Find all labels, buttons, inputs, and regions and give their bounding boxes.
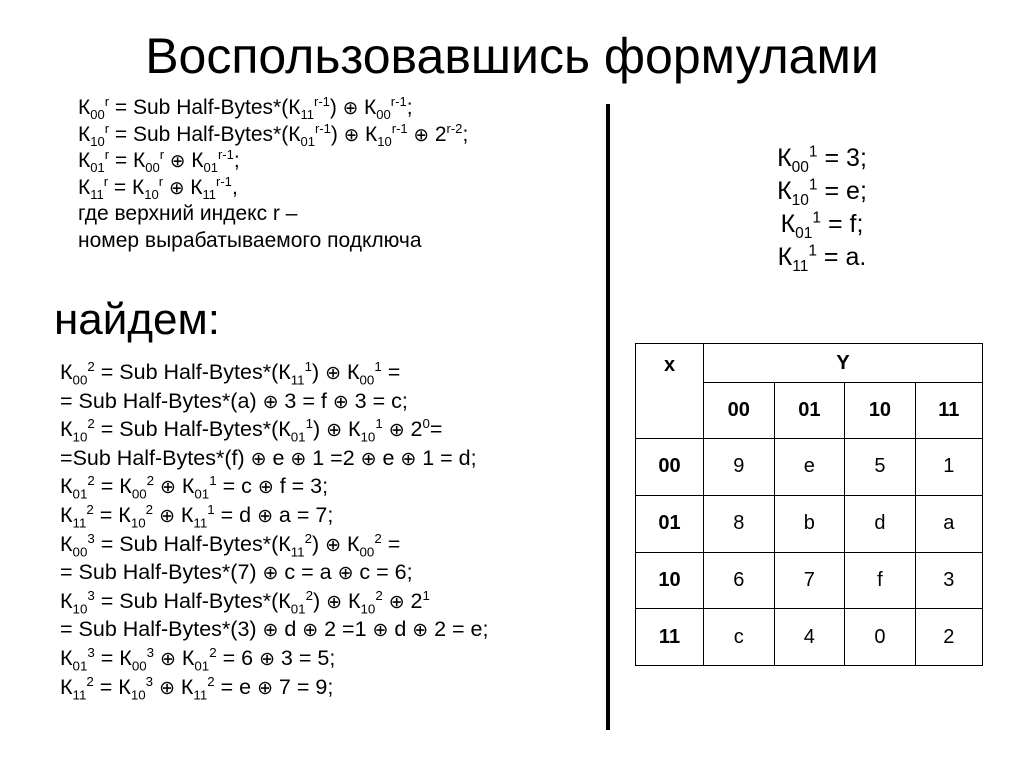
formula-k00: $К_{00}^r$ = Sub Half-$Bytes*(К_{11}^{r-1})$ ⊕ $К_{00}^{r-1}$; [78,94,413,123]
table-cell: 7 [774,552,845,609]
key-schedule-formulas [78,95,468,254]
initial-k11: $К_{11}^1 = a$. [777,242,867,275]
vertical-divider [606,104,610,730]
initial-key-values [712,142,932,274]
table-cell: c [704,609,775,666]
sbox-table [635,343,983,666]
table-cell: 1 [915,439,982,496]
table-cell: 0 [845,609,916,666]
table-cell: e [774,439,845,496]
column-header: 01 [774,383,845,439]
table-row [636,439,983,496]
calc-line-5: $К_{01}^2 = К_{00}^2$ ⊕ $К_{01}^1 = c$ ⊕ f = 3; [60,473,329,502]
formula-note-line2: номер вырабатываемого подключа [78,228,422,252]
row-header: 01 [636,495,704,552]
row-header: 10 [636,552,704,609]
table-cell: 8 [704,495,775,552]
calc-line-1: $К_{00}^2$ = Sub Half-$Bytes*(К_{11}^1)$ ⊕ $К_{00}^1$ = [60,358,401,388]
y-header: Y [704,344,983,383]
table-row [636,552,983,609]
table-cell: 5 [845,439,916,496]
table-row [636,609,983,666]
table-cell: 3 [915,552,982,609]
initial-k10: $К_{10}^1 = e$; [777,176,867,209]
table-cell: d [845,495,916,552]
column-header: 10 [845,383,916,439]
table-cell: 2 [915,609,982,666]
row-header: 00 [636,439,704,496]
table-header-row [636,344,983,383]
calc-line-8: = Sub Half-Bytes*(7) ⊕ c = a ⊕ c = 6; [60,560,413,585]
calc-line-10: = Sub Half-Bytes*(3) ⊕ d ⊕ 2 =1 ⊕ d ⊕ 2 = e; [60,617,489,642]
calc-line-11: $К_{01}^3 = К_{00}^3$ ⊕ $К_{01}^2 = 6$ ⊕ 3 = 5; [60,644,336,674]
table-cell: 4 [774,609,845,666]
calc-line-9: $К_{10}^3$ = Sub Half-$Bytes*(К_{01}^2)$ ⊕ $К_{10}^2$ ⊕ $2^1$ [60,587,430,617]
table-row [636,495,983,552]
calc-line-12: $К_{11}^2 = К_{10}^3$ ⊕ $К_{11}^2 = e$ ⊕ 7 = 9; [60,673,334,702]
table-cell: a [915,495,982,552]
calc-line-4: =Sub Half-Bytes*(f) ⊕ e ⊕ 1 =2 ⊕ e ⊕ 1 = d; [60,445,477,470]
computation-steps [60,359,489,702]
column-header: 00 [704,383,775,439]
calc-line-6: $К_{11}^2 = К_{10}^2$ ⊕ $К_{11}^1 = d$ ⊕ a = 7; [60,501,334,531]
initial-k00: $К_{00}^1 = 3$; [777,143,867,176]
formula-k11: $К_{11}^r = К_{10}^r$ ⊕ $К_{11}^{r-1}$, [78,173,238,202]
table-cell: b [774,495,845,552]
formula-k10: $К_{10}^r$ = Sub Half-$Bytes*(К_{01}^{r-1})$ ⊕ $К_{10}^{r-1}$ ⊕ 2$^{r-2}$; [78,120,469,149]
calc-line-3: $К_{10}^2$ = Sub Half-$Bytes*(К_{01}^1)$ ⊕ $К_{10}^1$ ⊕ $2^0=$ [60,416,443,445]
column-header: 11 [915,383,982,439]
formula-k01: $К_{01}^r = К_{00}^r$ ⊕ $К_{01}^{r-1}$; [78,147,240,176]
initial-k01: $К_{01}^1 = f$; [780,209,864,242]
table-cell: f [845,552,916,609]
formula-note-line1: где верхний индекс r – [78,202,298,225]
table-cell: 6 [704,552,775,609]
page-title: Воспользовавшись формулами [145,28,879,84]
calc-line-2: = Sub Half-Bytes*(a) ⊕ 3 = f ⊕ 3 = c; [60,388,408,413]
row-header: 11 [636,609,704,666]
section-heading: найдем: [54,295,220,344]
calc-line-7: $К_{00}^3$ = Sub Half-$Bytes*(К_{11}^2)$ ⊕ $К_{00}^2$ = [60,530,401,559]
x-header: x [636,344,704,439]
table-cell: 9 [704,439,775,496]
